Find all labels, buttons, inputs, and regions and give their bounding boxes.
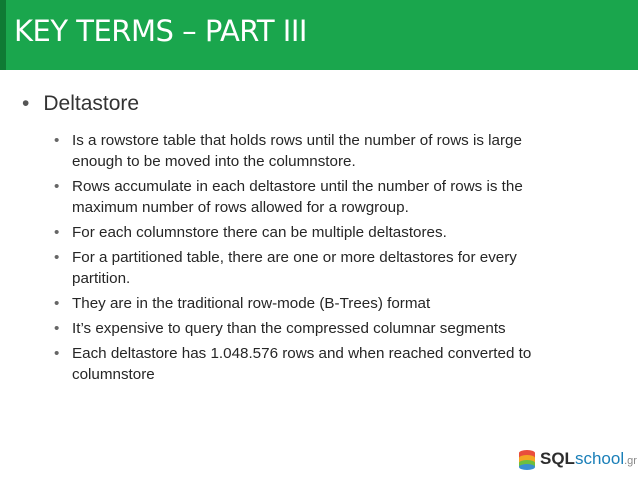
bullet-dot: • [54,178,60,195]
logo-school: school [574,449,625,468]
list-item-text: Is a rowstore table that holds rows until the number of rows is large enough to be moved into the columnstore. [72,132,522,170]
bullet-dot: • [54,295,60,312]
list-item-text: They are in the traditional row-mode (B-Trees) format [72,295,431,312]
bullet-dot: • [54,345,60,362]
list-item-text: For a partitioned table, there are one or more deltastores for every partition. [72,249,517,287]
logo-wordmark [540,449,637,471]
title-bar-edge [0,0,6,70]
sqlschool-logo [518,448,637,472]
list-item-text: For each columnstore there can be multiple deltastores. [72,224,447,241]
sub-bullet-list [50,130,570,389]
list-item [50,343,570,385]
list-item [50,222,570,243]
logo-gr: .gr [624,455,637,467]
list-item [50,318,570,339]
list-item-text: Each deltastore has 1.048.576 rows and when reached converted to columnstore [72,345,532,383]
list-item [50,176,570,218]
list-item [50,247,570,289]
list-item-text: It’s expensive to query than the compressed columnar segments [72,320,506,337]
title-bar [0,0,638,70]
bullet-dot: • [54,320,60,337]
bullet-dot: • [22,92,30,115]
heading-text: Deltastore [43,92,140,115]
bullet-dot: • [54,249,60,266]
list-item [50,130,570,172]
database-cylinder-icon [518,449,536,471]
bullet-dot: • [54,224,60,241]
logo-sql: SQL [540,449,575,468]
list-item [50,293,570,314]
slide-title: KEY TERMS – PART III [14,14,307,48]
list-item-text: Rows accumulate in each deltastore until the number of rows is the maximum number of rows allowed for a rowgroup. [72,178,523,216]
heading-bullet [22,92,139,116]
bullet-dot: • [54,132,60,149]
